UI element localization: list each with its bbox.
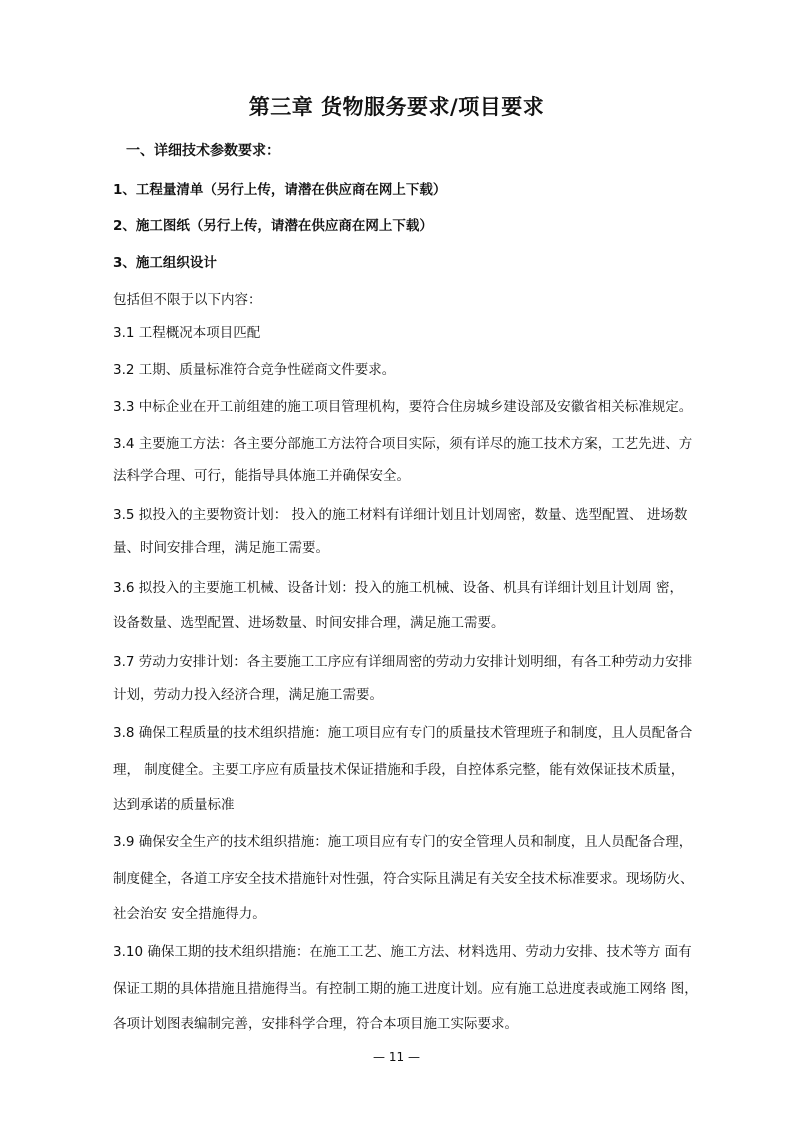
text-line: 3.6 拟投入的主要施工机械、设备计划：投入的施工机械、设备、机具有详细计划且计划周 密，	[113, 580, 684, 596]
page-number: — 11 —	[373, 1050, 420, 1064]
item-construction-design: 3、施工组织设计	[113, 255, 217, 271]
text-line: 3.2 工期、质量标准符合竞争性磋商文件要求。	[113, 362, 396, 378]
chapter-title: 第三章 货物服务要求/项目要求	[248, 95, 545, 119]
text-line: 法科学合理、可行，能指导具体施工并确保安全。	[113, 468, 410, 484]
text-line: 各项计划图表编制完善，安排科学合理，符合本项目施工实际要求。	[113, 1016, 518, 1032]
text-line: 3.3 中标企业在开工前组建的施工项目管理机构，要符合住房城乡建设部及安徽省相关标准规定。	[113, 399, 693, 415]
text-line: 3.8 确保工程质量的技术组织措施：施工项目应有专门的质量技术管理班子和制度，且人员配备合	[113, 725, 693, 741]
text-line: 计划，劳动力投入经济合理，满足施工需要。	[113, 687, 383, 703]
text-line: 设备数量、选型配置、进场数量、时间安排合理，满足施工需要。	[113, 615, 505, 631]
text-line: 3.5 拟投入的主要物资计划： 投入的施工材料有详细计划且计划周密，数量、选型配置、 进场数	[113, 507, 688, 523]
text-line: 保证工期的具体措施且措施得当。有控制工期的施工进度计划。应有施工总进度表或施工网络 图，	[113, 981, 698, 997]
text-line: 理， 制度健全。主要工序应有质量技术保证措施和手段，自控体系完整，能有效保证技术质量，	[113, 762, 685, 778]
text-line: 制度健全，各道工序安全技术措施针对性强，符合实际且满足有关安全技术标准要求。现场防火、	[113, 871, 694, 887]
intro-text: 包括但不限于以下内容：	[113, 292, 262, 308]
text-line: 3.7 劳动力安排计划：各主要施工工序应有详细周密的劳动力安排计划明细，有各工种劳动力安排	[113, 654, 693, 670]
item-construction-drawings: 2、施工图纸（另行上传，请潜在供应商在网上下载）	[113, 218, 433, 234]
text-line: 3.9 确保安全生产的技术组织措施：施工项目应有专门的安全管理人员和制度，且人员配备合理，	[113, 834, 693, 850]
text-line: 3.1 工程概况本项目匹配	[113, 325, 261, 341]
section-heading: 一、详细技术参数要求：	[126, 143, 280, 159]
text-line: 达到承诺的质量标准	[113, 797, 235, 813]
text-line: 量、时间安排合理，满足施工需要。	[113, 540, 329, 556]
text-line: 3.4 主要施工方法：各主要分部施工方法符合项目实际，须有详尽的施工技术方案，工艺先进、方	[113, 436, 693, 452]
text-line: 社会治安 安全措施得力。	[113, 906, 266, 922]
item-bill-of-quantities: 1、工程量清单（另行上传，请潜在供应商在网上下载）	[113, 182, 447, 198]
text-line: 3.10 确保工期的技术组织措施：在施工工艺、施工方法、材料选用、劳动力安排、技术等方 面有	[113, 944, 692, 960]
